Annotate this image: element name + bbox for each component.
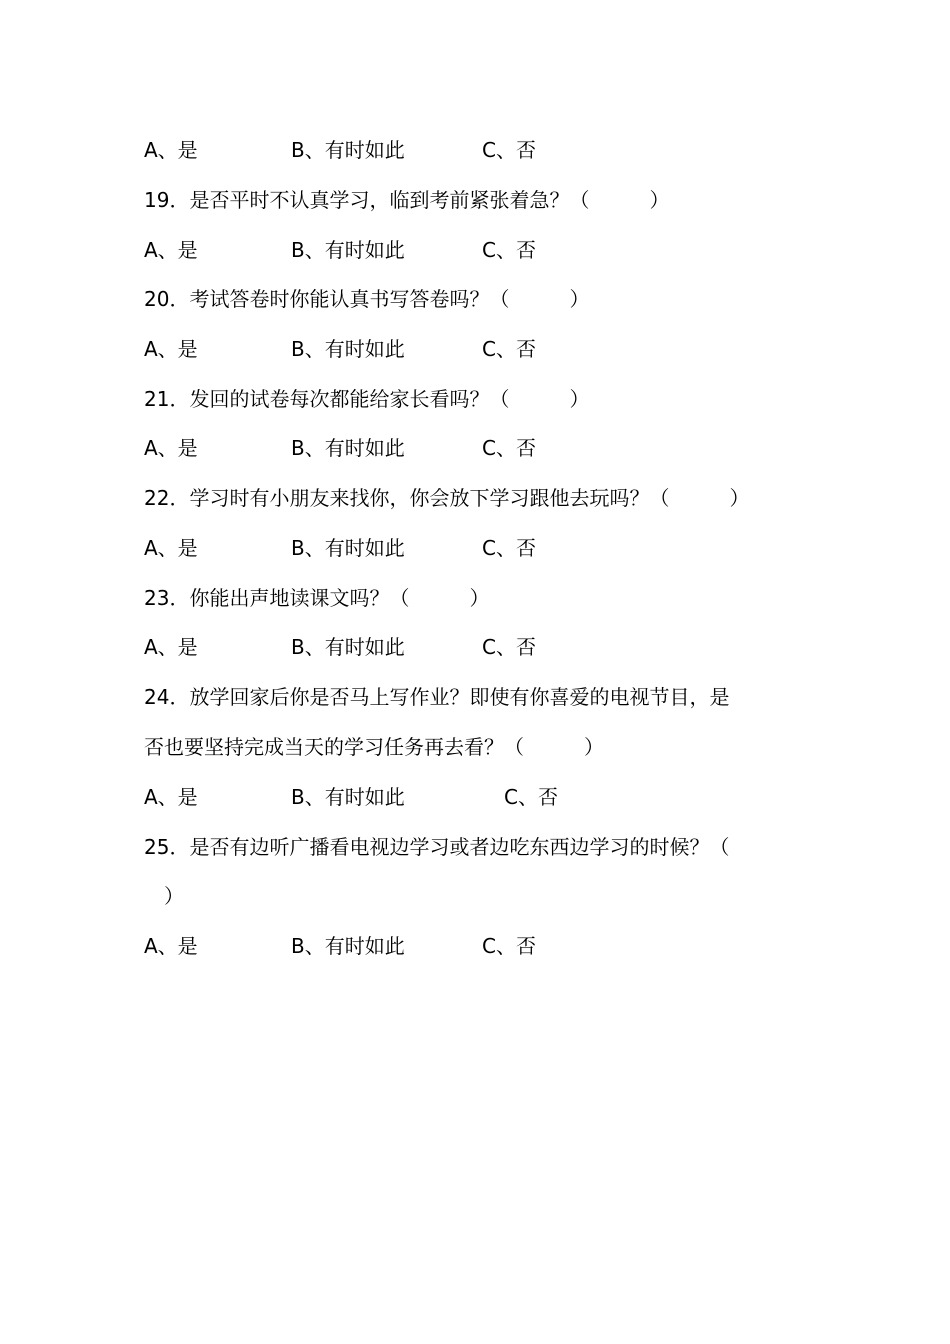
option-c: C、否 bbox=[482, 436, 536, 460]
question-25-line-2: ） bbox=[144, 884, 184, 908]
option-a: A、是 bbox=[144, 337, 198, 361]
option-a: A、是 bbox=[144, 934, 198, 958]
question-23: 23．你能出声地读课文吗？（ ） bbox=[144, 586, 490, 610]
question-21: 21．发回的试卷每次都能给家长看吗？（ ） bbox=[144, 387, 590, 411]
option-b: B、有时如此 bbox=[291, 635, 405, 659]
question-22: 22．学习时有小朋友来找你，你会放下学习跟他去玩吗？（ ） bbox=[144, 486, 750, 510]
option-b: B、有时如此 bbox=[291, 238, 405, 262]
option-b: B、有时如此 bbox=[291, 536, 405, 560]
question-25-line-1: 25．是否有边听广播看电视边学习或者边吃东西边学习的时候？（ bbox=[144, 835, 730, 859]
option-b: B、有时如此 bbox=[291, 436, 405, 460]
option-c: C、否 bbox=[482, 934, 536, 958]
option-c: C、否 bbox=[482, 138, 536, 162]
option-c: C、否 bbox=[504, 785, 558, 809]
question-24-line-2: 否也要坚持完成当天的学习任务再去看？（ ） bbox=[144, 735, 604, 759]
question-20: 20．考试答卷时你能认真书写答卷吗？（ ） bbox=[144, 287, 590, 311]
option-b: B、有时如此 bbox=[291, 785, 405, 809]
option-c: C、否 bbox=[482, 635, 536, 659]
option-a: A、是 bbox=[144, 785, 198, 809]
option-a: A、是 bbox=[144, 138, 198, 162]
option-c: C、否 bbox=[482, 337, 536, 361]
option-a: A、是 bbox=[144, 536, 198, 560]
option-b: B、有时如此 bbox=[291, 337, 405, 361]
option-c: C、否 bbox=[482, 238, 536, 262]
option-a: A、是 bbox=[144, 238, 198, 262]
option-b: B、有时如此 bbox=[291, 934, 405, 958]
option-c: C、否 bbox=[482, 536, 536, 560]
option-a: A、是 bbox=[144, 436, 198, 460]
question-19: 19．是否平时不认真学习，临到考前紧张着急？（ ） bbox=[144, 188, 670, 212]
option-a: A、是 bbox=[144, 635, 198, 659]
option-b: B、有时如此 bbox=[291, 138, 405, 162]
question-24-line-1: 24．放学回家后你是否马上写作业？即使有你喜爱的电视节目，是 bbox=[144, 685, 730, 709]
